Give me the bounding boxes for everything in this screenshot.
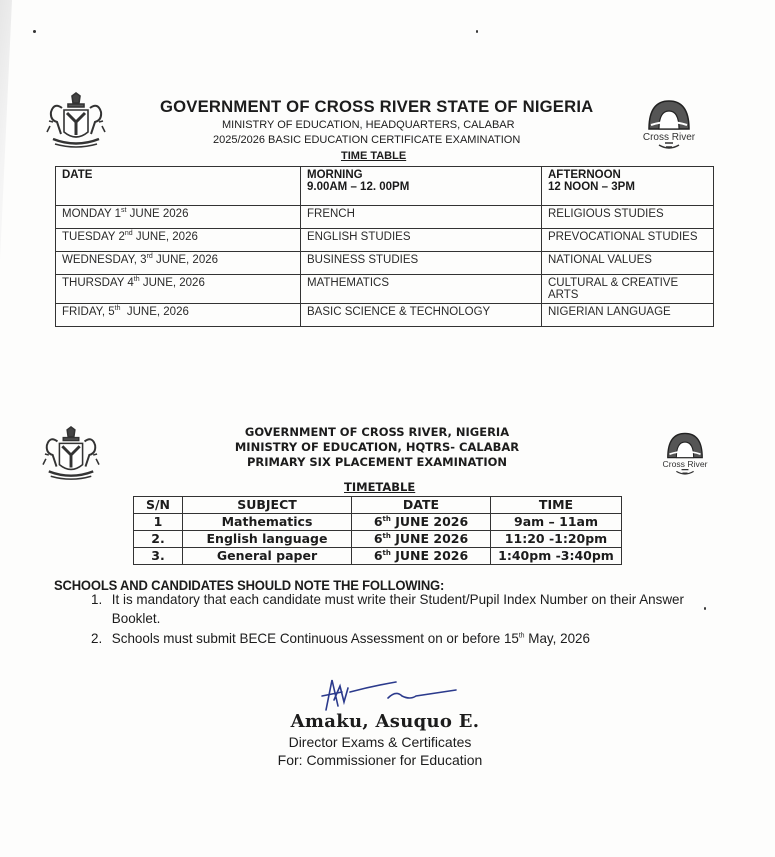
table-row: [134, 531, 622, 548]
date-cell: MONDAY 1st JUNE 2026: [56, 206, 301, 229]
notes-heading: SCHOOLS AND CANDIDATES SHOULD NOTE THE FOLLOWING:: [54, 577, 445, 593]
table-row: [56, 304, 714, 327]
afternoon-subject-cell: NATIONAL VALUES: [542, 252, 714, 275]
bece-timetable: [55, 166, 714, 327]
placement-exam-name: PRIMARY SIX PLACEMENT EXAMINATION: [246, 455, 508, 469]
afternoon-subject-cell: NIGERIAN LANGUAGE: [542, 304, 714, 327]
page-edge-shadow: [0, 0, 30, 260]
header-sn: S/N: [134, 497, 183, 514]
date-cell: FRIDAY, 5th JUNE, 2026: [56, 304, 301, 327]
table-row: [134, 514, 622, 531]
afternoon-subject-cell: PREVOCATIONAL STUDIES: [542, 229, 714, 252]
signatory-title: Director Exams & Certificates: [288, 734, 472, 750]
nigeria-coat-of-arms-icon: [40, 426, 102, 482]
subject-cell: English language: [183, 531, 352, 548]
crest-text: Cross River: [642, 132, 696, 143]
date-cell: 6th JUNE 2026: [352, 514, 491, 531]
signatory-name: Amaku, Asuquo E.: [290, 711, 480, 732]
cross-river-crest-icon: [657, 430, 713, 480]
crest-text: Cross River: [662, 459, 708, 470]
cross-river-crest-icon: [637, 97, 701, 155]
bece-exam-name: 2025/2026 BASIC EDUCATION CERTIFICATE EXAMINATION: [213, 134, 521, 146]
morning-subject-cell: FRENCH: [301, 206, 542, 229]
afternoon-subject-cell: RELIGIOUS STUDIES: [542, 206, 714, 229]
sn-cell: 3.: [134, 548, 183, 565]
nigeria-coat-of-arms-icon: [45, 92, 107, 150]
date-cell: 6th JUNE 2026: [352, 548, 491, 565]
note-item: 2. Schools must submit BECE Continuous Assessment on or before 15th May, 2026: [106, 629, 720, 648]
table-row: [56, 252, 714, 275]
date-cell: 6th JUNE 2026: [352, 531, 491, 548]
header-subject: SUBJECT: [183, 497, 352, 514]
morning-subject-cell: BASIC SCIENCE & TECHNOLOGY: [301, 304, 542, 327]
table-row: [56, 229, 714, 252]
signature-mark: [318, 676, 468, 712]
time-cell: 11:20 -1:20pm: [491, 531, 622, 548]
morning-subject-cell: MATHEMATICS: [301, 275, 542, 304]
time-cell: 1:40pm -3:40pm: [491, 548, 622, 565]
header-date: DATE: [56, 167, 301, 206]
notes-list: [58, 590, 746, 649]
table-row: [134, 548, 622, 565]
date-cell: TUESDAY 2nd JUNE, 2026: [56, 229, 301, 252]
note-item: 1. It is mandatory that each candidate must write their Student/Pupil Index Number on their Answer Booklet.: [106, 590, 720, 628]
header-date: DATE: [352, 497, 491, 514]
bece-title: GOVERNMENT OF CROSS RIVER STATE OF NIGERIA: [160, 97, 594, 116]
paper-speck: [476, 30, 478, 33]
paper-speck: [33, 30, 36, 33]
placement-timetable: [133, 496, 622, 565]
table-row: [56, 206, 714, 229]
bece-timetable-title: TIME TABLE: [341, 150, 407, 162]
header-morning: MORNING 9.00AM – 12. 00PM: [301, 167, 542, 206]
afternoon-subject-cell: CULTURAL & CREATIVE ARTS: [542, 275, 714, 304]
morning-subject-cell: ENGLISH STUDIES: [301, 229, 542, 252]
bece-ministry: MINISTRY OF EDUCATION, HEADQUARTERS, CALABAR: [222, 119, 515, 131]
morning-subject-cell: BUSINESS STUDIES: [301, 252, 542, 275]
subject-cell: General paper: [183, 548, 352, 565]
date-cell: WEDNESDAY, 3rd JUNE, 2026: [56, 252, 301, 275]
signatory-on-behalf: For: Commissioner for Education: [277, 752, 483, 768]
date-cell: THURSDAY 4th JUNE, 2026: [56, 275, 301, 304]
placement-timetable-title: TIMETABLE: [344, 480, 416, 494]
placement-ministry: MINISTRY OF EDUCATION, HQTRS- CALABAR: [234, 440, 520, 454]
placement-title: GOVERNMENT OF CROSS RIVER, NIGERIA: [244, 425, 510, 439]
header-afternoon: AFTERNOON 12 NOON – 3PM: [542, 167, 714, 206]
table-header-row: [56, 167, 714, 206]
sn-cell: 1: [134, 514, 183, 531]
subject-cell: Mathematics: [183, 514, 352, 531]
table-row: [56, 275, 714, 304]
sn-cell: 2.: [134, 531, 183, 548]
time-cell: 9am – 11am: [491, 514, 622, 531]
header-time: TIME: [491, 497, 622, 514]
table-header-row: [134, 497, 622, 514]
